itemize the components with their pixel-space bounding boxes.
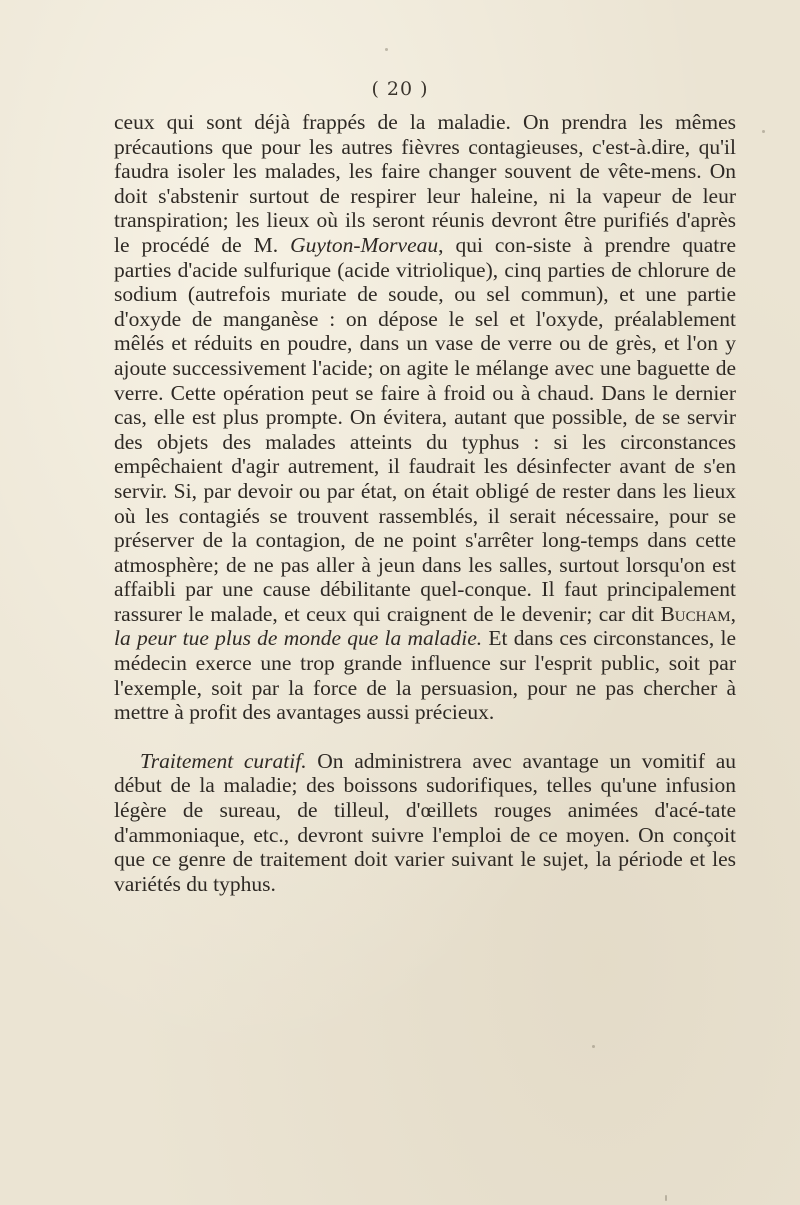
heading-traitement-curatif: Traitement curatif.	[140, 748, 307, 773]
body-text	[114, 110, 736, 896]
page-number: ( 20 )	[371, 78, 429, 100]
author-bucham: Bucham	[660, 601, 731, 626]
author-guyton-morveau: Guyton-Morveau	[290, 232, 439, 257]
paragraph-traitement	[114, 749, 736, 897]
paragraph1-part4: Et dans ces circonstances, le médecin exerce une trop grande influence sur l'esprit public, soit par l'exemple, soit par la force de la persuasion, pour ne pas chercher à mettre à profit des avantages aussi précieux.	[114, 626, 736, 725]
paragraph1-part1: ceux qui sont déjà frappés de la maladie. On prendra les mêmes précautions que pour les autres fièvres contagieuses, c'est-à.dire, qu'il faudra isoler les malades, les faire changer souvent de vête-mens. On doit s'abstenir surtout de respirer leur haleine, ni la vapeur de leur transpiration; les lieux où ils seront réunis devront être purifiés d'après le procédé de M.	[114, 110, 736, 257]
paper-speck	[592, 1045, 595, 1048]
paper-speck	[385, 48, 388, 51]
paragraph1-part2: , qui con-siste à prendre quatre parties d'acide sulfurique (acide vitriolique), cinq parties de chlorure de sodium (autrefois muriate de soude, ou sel commun), et une partie d'oxyde de manganèse : on dépose le sel et l'oxyde, préalablement mêlés et réduits en poudre, dans un vase de verre ou de grès, et l'on y ajoute successivement l'acide; on agite le mélange avec une baguette de verre. Cette opération peut se faire à froid ou à chaud. Dans le dernier cas, elle est plus prompte. On évitera, autant que possible, de se servir des objets des malades atteints du typhus : si les circonstances empêchaient d'agir autrement, il faudrait les désinfecter avant de s'en servir. Si, par devoir ou par état, on était obligé de rester dans les lieux où les contagiés se trouvent rassemblés, il serait nécessaire, pour se préserver de la contagion, de ne point s'arrêter long-temps dans cette atmosphère; de ne pas aller à jeun dans les salles, surtout lorsqu'on est affaibli par une cause débilitante quel-conque. Il faut principalement rassurer le malade, et ceux qui craignent de le devenir; car dit	[114, 232, 736, 626]
quote-la-peur: la peur tue plus de monde que la maladie.	[114, 626, 483, 651]
paragraph1-part3: ,	[730, 601, 736, 626]
paragraph2-text: On administrera avec avantage un vomitif au début de la maladie; des boissons sudorifiques, telles qu'une infusion légère de sureau, de tilleul, d'œillets rouges animées d'acé-tate d'ammoniaque, etc., devront suivre l'emploi de ce moyen. On conçoit que ce genre de traitement doit varier suivant le sujet, la période et les variétés du typhus.	[114, 748, 737, 896]
paper-speck	[762, 130, 765, 133]
paper-speck	[665, 1195, 667, 1201]
paragraph-precautions	[114, 110, 736, 725]
